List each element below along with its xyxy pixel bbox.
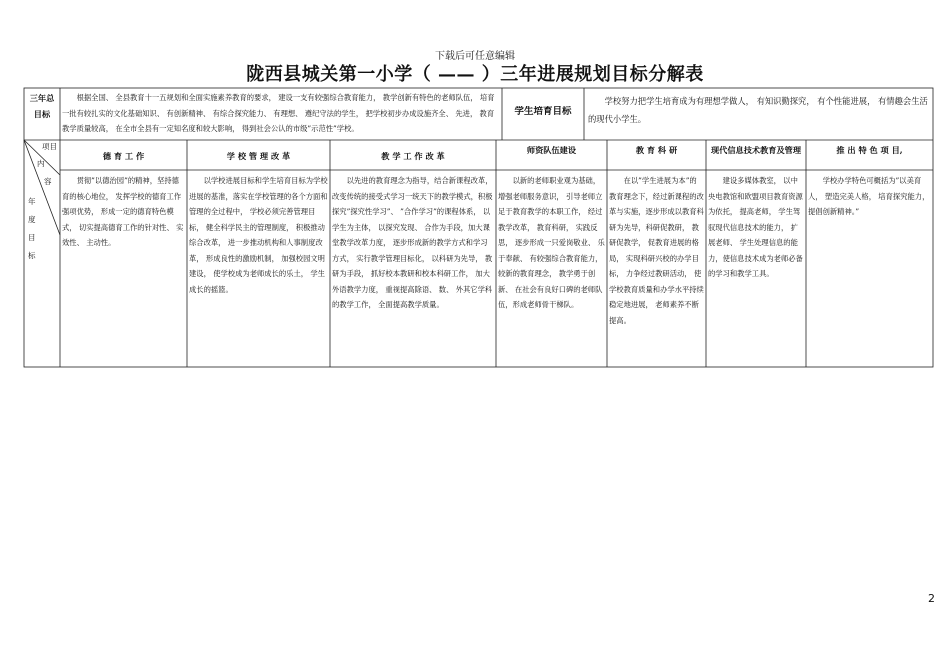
diagonal-year-label-1: 年: [28, 197, 36, 206]
column-body-school-management: 以学校进展目标和学生培育目标为学校进展的基准，落实在学校管理的各个方面和管理的全过程中， 学校必须完善管理目标， 健全科学民主的管理制度， 积极推动综合改革， 进一步推动机构和人事制度改革， 形成良性的激励机制， 加强校园文明建设， 使学校成为老师成长的乐土， 学生成长的摇篮。: [189, 176, 328, 294]
overall-goal-label-top: 三年总: [29, 93, 55, 103]
diagonal-content-label-1: 内: [37, 159, 45, 168]
column-header-teacher-team: 师资队伍建设: [526, 145, 577, 155]
column-body-teaching-reform: 以先进的教育理念为指导，结合新课程改革，改变传统的接受式学习一统天下的教学模式，积极探究”探究性学习”、 ”合作学习”的课程体系， 以学生为主体， 以探究发现、 合作为手段，加大课堂教学改革力度， 逐步形成新的教学方式和学习方式， 实行教学管理目标化， 以科研为先导， 教研为手段， 抓好校本教研和校本科研工作， 加大外语教学力度， 重视提高除语、 数、 外其它学科的教学工作， 全面提高教学质量。: [332, 176, 493, 309]
watermark-text: 下载后可任意编辑: [435, 51, 515, 62]
column-body-it-education: 建设多媒体教室， 以中央电教馆和欧盟项目教育资源为依托， 提高老师， 学生驾驭现代信息技术的能力， 扩展老师、 学生处理信息的能力，使信息技术成为老师必备的学习和教学工具。: [708, 176, 803, 278]
diagonal-content-label-2: 容: [44, 177, 52, 186]
column-header-moral-education: 德 育 工 作: [102, 151, 145, 161]
column-header-featured-projects: 推 出 特 色 项 目,: [836, 145, 903, 155]
column-header-school-management: 学 校 管 理 改 革: [226, 151, 291, 161]
diagonal-year-label-4: 标: [28, 251, 36, 260]
overall-goal-label-bottom: 目标: [33, 109, 51, 119]
page-number: 2: [928, 592, 935, 605]
student-goal-label: 学生培育目标: [514, 106, 572, 117]
overall-goal-label: [24, 92, 60, 120]
document-title: 陇西县城关第一小学（ —— ）三年进展规划目标分解表: [246, 64, 704, 85]
column-header-education-research: 教 育 科 研: [635, 145, 678, 155]
diagonal-item-label: 项目: [42, 142, 57, 151]
column-body-teacher-team: 以新的老师职业观为基础， 增强老师服务意识， 引导老师立足于教育教学的本职工作， 经过教学改革， 教育科研， 实践反思， 逐步形成一只爱岗敬业、 乐于奉献、 有较强综合教育能力，较新的教育理念， 教学勇于创新、 在社会有良好口碑的老师队伍，形成老师骨干梯队。: [498, 176, 605, 309]
student-goal-text: 学校努力把学生培育成为有理想学做人， 有知识勤探究， 有个性能进展， 有情趣会生活的现代小学生。: [588, 96, 928, 124]
column-header-it-education: 现代信息技术教育及管理: [710, 145, 802, 155]
column-body-moral-education: 贯彻”以德治园”的精神，坚持德育的核心地位， 发挥学校的德育工作强项优势， 形成一定的德育特色模式， 切实提高德育工作的针对性、 实效性、 主动性。: [62, 176, 184, 247]
column-header-teaching-reform: 教 学 工 作 改 革: [381, 151, 445, 161]
overall-goal-text: 根据全国、 全县教育十一五规划和全面实施素养教育的要求， 建设一支有较强综合教育能力， 教学创新有特色的老师队伍， 培育一批有较扎实的文化基础知识、 有创新精神、 有综合探究能力、 有理想、 遵纪守法的学生， 把学校初步办成设施齐全、 先进， 教育教学质量较高， 在全市全县有一定知名度和较大影响， 得到社会公认的市级”示范性”学校。: [62, 93, 495, 133]
column-body-education-research: 在以”学生进展为本”的教育理念下，经过新课程的改革与实施，逐步形成以教育科研为先导，科研促教研， 教研促教学， 促教育进展的格局， 实现科研兴校的办学目标， 力争经过教研活动， 使学校教育质量和办学水平持续稳定地进展， 老师素养不断提高。: [609, 176, 704, 325]
diagonal-year-label-3: 目: [28, 233, 36, 242]
column-body-featured-projects: 学校办学特色可概括为”以美育人， 塑造完美人格， 培育探究能力， 提倡创新精神。”: [808, 176, 930, 216]
diagonal-year-label-2: 度: [28, 215, 36, 224]
